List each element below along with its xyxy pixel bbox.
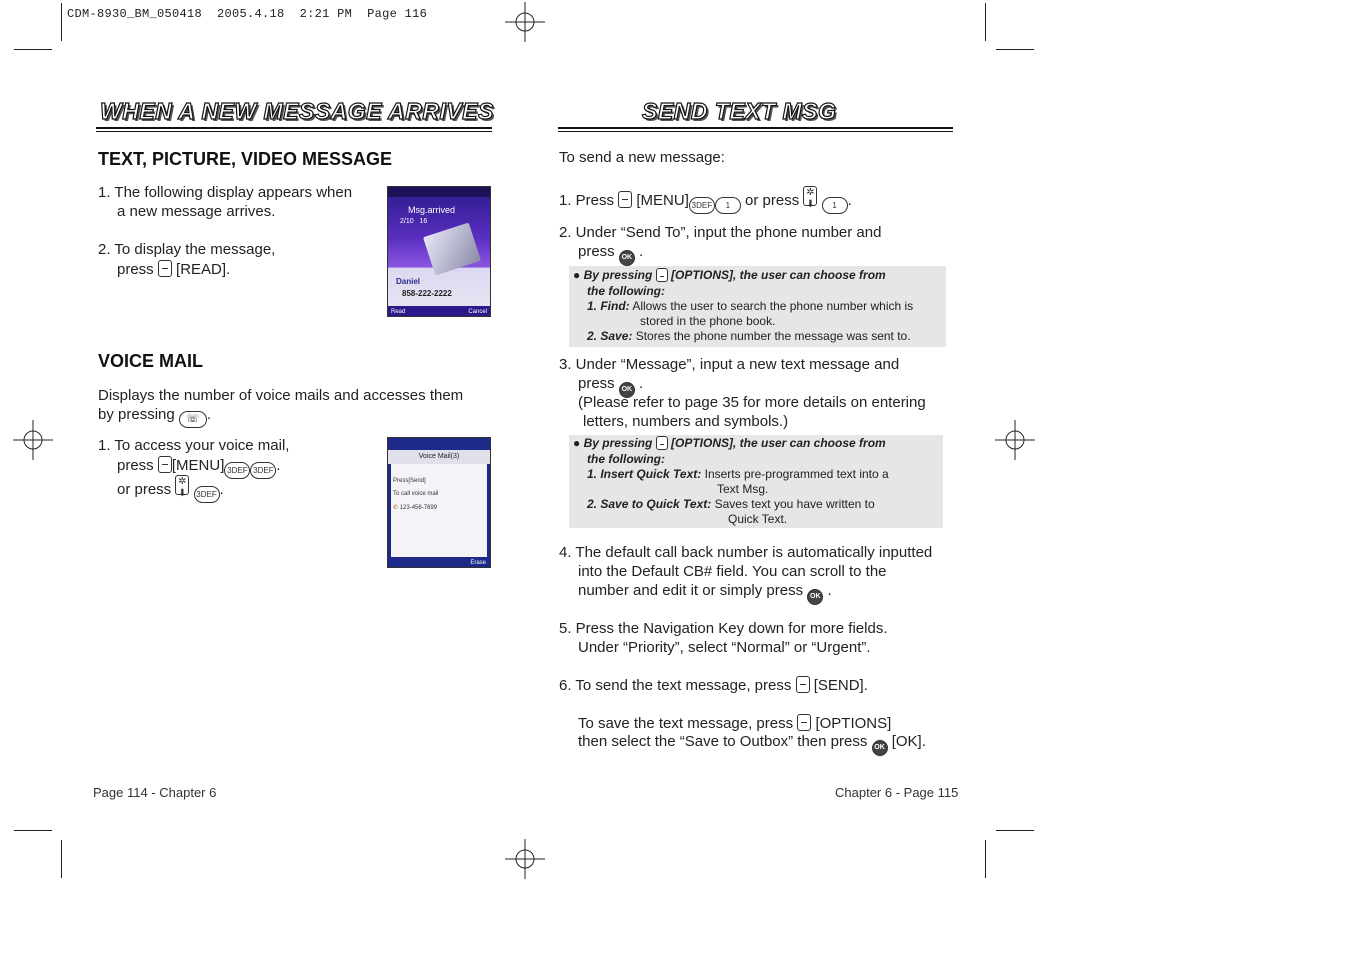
subheading-text-message: TEXT, PICTURE, VIDEO MESSAGE bbox=[98, 149, 393, 169]
step-text: Under “Priority”, select “Normal” or “Urgent”. bbox=[578, 639, 871, 656]
page-title-right: SEND TEXT MSG bbox=[642, 98, 837, 124]
note-item: 2. Save to Quick Text: Saves text you have written to bbox=[587, 497, 875, 511]
crop-mark bbox=[14, 49, 52, 50]
note-text: the following: bbox=[587, 284, 665, 298]
registration-mark-icon bbox=[505, 2, 545, 42]
msg-counts: 2/10 16 bbox=[400, 218, 428, 225]
soft-key-left-icon bbox=[656, 436, 668, 450]
ok-key-icon: OK bbox=[872, 740, 888, 756]
step-text: into the Default CB# field. You can scroll to the bbox=[578, 563, 887, 580]
step-text: 4. The default call back number is automatically inputted bbox=[559, 544, 933, 561]
soft-key-left-icon bbox=[158, 456, 172, 473]
page-title-left: WHEN A NEW MESSAGE ARRIVES bbox=[100, 98, 494, 124]
note-item: 1. Find: Allows the user to search the phone number which is bbox=[587, 299, 914, 313]
note-text: the following: bbox=[587, 452, 665, 466]
phone-screen-msg-arrived bbox=[387, 186, 491, 317]
step-text: letters, numbers and symbols.) bbox=[583, 413, 789, 430]
note-item: 2. Save: Stores the phone number the message was sent to. bbox=[587, 329, 911, 343]
note-text: ● By pressing [OPTIONS], the user can choose from bbox=[573, 268, 886, 282]
phone-screen-voice-mail bbox=[387, 437, 491, 568]
title-rule bbox=[96, 127, 492, 129]
softkey-bar bbox=[388, 306, 490, 316]
body-text: Displays the number of voice mails and accesses them bbox=[98, 387, 464, 404]
step-text: 6. To send the text message, press [SEND]. bbox=[559, 677, 868, 694]
footer-left: Page 114 - Chapter 6 bbox=[93, 785, 217, 800]
soft-key-right-icon bbox=[796, 676, 810, 693]
sender-name: Daniel bbox=[396, 277, 421, 286]
soft-key-left-icon bbox=[656, 268, 668, 282]
softkey-right-label: Cancel bbox=[468, 309, 487, 315]
softkey-right-label: Erase bbox=[470, 560, 486, 566]
send-key-icon: ☏ bbox=[179, 411, 207, 428]
key-1-icon: 1 bbox=[822, 197, 848, 214]
note-item: stored in the phone book. bbox=[640, 314, 776, 328]
key-1-icon: 1 bbox=[715, 197, 741, 214]
softkey-left-label: Read bbox=[391, 309, 406, 315]
step-text: a new message arrives. bbox=[117, 203, 276, 220]
screen-line: ✆ 123-456-7899 bbox=[393, 505, 438, 511]
step-text: 1. The following display appears when bbox=[98, 184, 353, 201]
step-text: 3. Under “Message”, input a new text message and bbox=[559, 356, 900, 373]
crop-mark bbox=[996, 49, 1034, 50]
subheading-voice-mail: VOICE MAIL bbox=[98, 351, 204, 371]
step-text: press OK . bbox=[578, 375, 643, 398]
ok-key-icon: OK bbox=[807, 589, 823, 605]
intro-text: To send a new message: bbox=[559, 149, 725, 166]
note-text: ● By pressing [OPTIONS], the user can choose from bbox=[573, 436, 886, 450]
step-text: 2. Under “Send To”, input the phone number and bbox=[559, 224, 882, 241]
phone-icon: ✆ bbox=[393, 505, 399, 511]
soft-key-left-icon bbox=[797, 714, 811, 731]
screen-title: Msg.arrived bbox=[408, 205, 456, 215]
registration-mark-icon bbox=[13, 420, 53, 460]
body-text: by pressing ☏ . bbox=[98, 406, 211, 428]
step-text: 1. Press [MENU] 3DEF 1 or press ✲ ⬇ 1 . bbox=[559, 186, 852, 214]
envelope-icon bbox=[423, 223, 481, 276]
step-text: or press ✲ ⬇ 3DEF . bbox=[117, 475, 224, 503]
title-rule bbox=[96, 131, 492, 132]
crop-mark bbox=[996, 830, 1034, 831]
key-3-icon: 3DEF bbox=[250, 462, 276, 479]
nav-key-down-icon: ✲ ⬇ bbox=[175, 475, 189, 495]
step-text: To save the text message, press [OPTIONS] bbox=[578, 715, 892, 732]
step-text: then select the “Save to Outbox” then press OK [OK]. bbox=[578, 733, 926, 756]
step-text: 1. To access your voice mail, bbox=[98, 437, 290, 454]
note-item: Text Msg. bbox=[717, 482, 769, 496]
screen-line: To call voice mail bbox=[393, 491, 439, 497]
crop-mark bbox=[61, 3, 62, 41]
status-bar bbox=[388, 187, 490, 197]
print-header: CDM-8930_BM_050418 2005.4.18 2:21 PM Page 116 bbox=[67, 7, 428, 21]
ok-key-icon: OK bbox=[619, 250, 635, 266]
crop-mark bbox=[985, 3, 986, 41]
title-rule bbox=[558, 127, 953, 129]
registration-mark-icon bbox=[995, 420, 1035, 460]
title-rule bbox=[558, 131, 953, 132]
step-text: press [READ]. bbox=[117, 261, 231, 278]
key-3-icon: 3DEF bbox=[689, 197, 715, 214]
screen-title: Voice Mail(3) bbox=[388, 450, 490, 464]
soft-key-left-icon bbox=[618, 191, 632, 208]
step-text: 5. Press the Navigation Key down for more fields. bbox=[559, 620, 888, 637]
step-text: number and edit it or simply press OK . bbox=[578, 582, 832, 605]
step-text: 2. To display the message, bbox=[98, 241, 276, 258]
note-item: Quick Text. bbox=[728, 512, 788, 526]
note-item: 1. Insert Quick Text: Inserts pre-programmed text into a bbox=[587, 467, 889, 481]
step-text: (Please refer to page 35 for more details on entering bbox=[578, 394, 926, 411]
step-text: press OK . bbox=[578, 243, 643, 266]
crop-mark bbox=[61, 840, 62, 878]
key-3-icon: 3DEF bbox=[224, 462, 250, 479]
sender-number: 858-222-2222 bbox=[402, 289, 452, 298]
step-text: press [MENU] 3DEF 3DEF . bbox=[117, 456, 281, 479]
ok-key-icon: OK bbox=[619, 382, 635, 398]
crop-mark bbox=[985, 840, 986, 878]
soft-key-left-icon bbox=[158, 260, 172, 277]
screen-line: Press[Send] bbox=[393, 478, 426, 484]
nav-key-down-icon: ✲ ⬇ bbox=[803, 186, 817, 206]
crop-mark bbox=[14, 830, 52, 831]
footer-right: Chapter 6 - Page 115 bbox=[835, 785, 959, 800]
registration-mark-icon bbox=[505, 839, 545, 879]
key-3-icon: 3DEF bbox=[194, 486, 220, 503]
